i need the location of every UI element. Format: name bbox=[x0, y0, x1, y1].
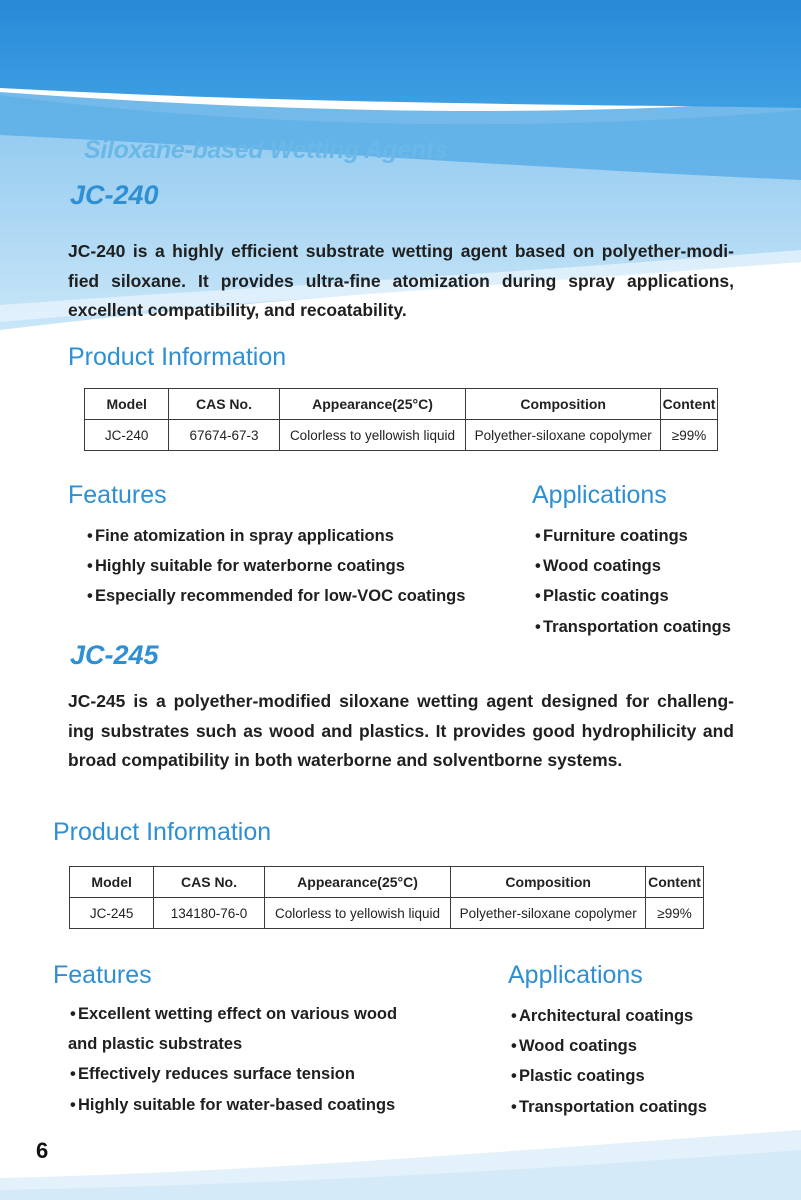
bullet-icon: • bbox=[87, 527, 93, 545]
list-item bbox=[511, 1001, 707, 1031]
top-blue-band bbox=[0, 0, 801, 108]
list-item-text: Architectural coatings bbox=[519, 1007, 694, 1025]
description-line: fied siloxane. It provides ultra-fine atomization during spray applications, bbox=[68, 270, 734, 291]
bullet-icon: • bbox=[511, 1037, 517, 1056]
table-header-cell: Content bbox=[646, 867, 704, 898]
table-header-cell: Composition bbox=[466, 389, 661, 420]
list-item-text: Wood coatings bbox=[543, 557, 661, 576]
list-item bbox=[70, 999, 397, 1029]
bullet-icon: • bbox=[511, 1067, 517, 1086]
description-jc240 bbox=[68, 237, 734, 326]
features-list-jc245 bbox=[70, 999, 397, 1120]
list-item-text: and plastic substrates bbox=[68, 1035, 243, 1054]
list-item-text: Highly suitable for waterborne coatings bbox=[95, 557, 405, 576]
list-item bbox=[535, 521, 731, 551]
description-line: JC-245 is a polyether-modified siloxane wetting agent designed for challeng- bbox=[68, 691, 734, 711]
table-cell: 67674-67-3 bbox=[169, 420, 279, 451]
product-info-heading-jc245: Product Information bbox=[53, 818, 272, 846]
bullet-icon: • bbox=[87, 557, 93, 576]
list-item bbox=[535, 612, 731, 642]
list-item-text: Wood coatings bbox=[519, 1037, 637, 1056]
bullet-icon: • bbox=[87, 587, 93, 606]
table-cell: JC-240 bbox=[85, 420, 169, 451]
model-title-jc245: JC-245 bbox=[70, 640, 159, 670]
table-row bbox=[70, 898, 704, 929]
table-cell: JC-245 bbox=[70, 898, 154, 929]
table-header-cell: Model bbox=[85, 389, 169, 420]
model-title-jc240: JC-240 bbox=[70, 180, 159, 210]
table-header-cell: Appearance(25°C) bbox=[279, 389, 466, 420]
bullet-icon: • bbox=[70, 1065, 76, 1084]
list-item bbox=[535, 551, 731, 581]
list-item-text: Transportation coatings bbox=[543, 617, 731, 636]
list-item bbox=[70, 1090, 397, 1120]
table-header-row bbox=[70, 867, 704, 898]
table-row bbox=[85, 420, 718, 451]
table-cell: Polyether-siloxane copolymer bbox=[451, 898, 646, 929]
table-header-cell: Model bbox=[70, 867, 154, 898]
list-item-text: Especially recommended for low-VOC coatings bbox=[95, 587, 466, 606]
list-item-text: Highly suitable for water-based coatings bbox=[78, 1095, 396, 1114]
list-item bbox=[511, 1092, 707, 1122]
product-info-table-jc245 bbox=[69, 866, 704, 929]
bullet-icon: • bbox=[535, 527, 541, 545]
list-item bbox=[87, 581, 465, 611]
applications-heading-jc245: Applications bbox=[508, 961, 643, 989]
bullet-icon: • bbox=[535, 587, 541, 606]
list-item-text: Excellent wetting effect on various wood bbox=[78, 1005, 398, 1023]
table-cell: ≥99% bbox=[661, 420, 718, 451]
table-cell: 134180-76-0 bbox=[154, 898, 264, 929]
applications-heading-jc240: Applications bbox=[532, 481, 667, 509]
bullet-icon: • bbox=[70, 1005, 76, 1023]
table-cell: ≥99% bbox=[646, 898, 704, 929]
product-info-heading-jc240: Product Information bbox=[68, 343, 287, 371]
list-item-text: Transportation coatings bbox=[519, 1097, 707, 1116]
bullet-icon: • bbox=[511, 1097, 517, 1116]
bullet-icon: • bbox=[535, 617, 541, 636]
applications-list-jc240 bbox=[535, 521, 731, 642]
table-header-cell: CAS No. bbox=[154, 867, 264, 898]
features-heading-jc245: Features bbox=[53, 961, 152, 989]
list-item-text: Plastic coatings bbox=[543, 587, 669, 606]
list-item bbox=[511, 1061, 707, 1091]
table-header-cell: Composition bbox=[451, 867, 646, 898]
list-item-text: Fine atomization in spray applications bbox=[95, 527, 394, 545]
table-cell: Polyether-siloxane copolymer bbox=[466, 420, 661, 451]
page-number: 6 bbox=[36, 1138, 49, 1163]
list-item bbox=[68, 1029, 397, 1059]
features-list-jc240 bbox=[87, 521, 465, 612]
list-item bbox=[87, 521, 465, 551]
description-line: JC-240 is a highly efficient substrate wetting agent based on polyether-modi- bbox=[68, 241, 734, 261]
description-line: ing substrates such as wood and plastics. It provides good hydrophilicity and bbox=[68, 720, 734, 741]
table-cell: Colorless to yellowish liquid bbox=[264, 898, 451, 929]
list-item bbox=[70, 1059, 397, 1089]
list-item bbox=[535, 581, 731, 611]
bullet-icon: • bbox=[511, 1007, 517, 1025]
bullet-icon: • bbox=[535, 557, 541, 576]
description-jc245 bbox=[68, 687, 734, 776]
applications-list-jc245 bbox=[511, 1001, 707, 1122]
table-cell: Colorless to yellowish liquid bbox=[279, 420, 466, 451]
list-item-text: Effectively reduces surface tension bbox=[78, 1065, 355, 1084]
description-line: excellent compatibility, and recoatability. bbox=[68, 300, 407, 320]
description-line: broad compatibility in both waterborne and solventborne systems. bbox=[68, 750, 623, 770]
list-item bbox=[87, 551, 465, 581]
features-heading-jc240: Features bbox=[68, 481, 167, 509]
list-item bbox=[511, 1031, 707, 1061]
table-header-row bbox=[85, 389, 718, 420]
product-info-table-jc240 bbox=[84, 388, 718, 451]
table-header-cell: Content bbox=[661, 389, 718, 420]
table-header-cell: Appearance(25°C) bbox=[264, 867, 451, 898]
list-item-text: Furniture coatings bbox=[543, 527, 688, 545]
list-item-text: Plastic coatings bbox=[519, 1067, 645, 1086]
table-header-cell: CAS No. bbox=[169, 389, 279, 420]
series-title: Siloxane-based Wetting Agents bbox=[84, 136, 448, 164]
bullet-icon: • bbox=[70, 1095, 76, 1114]
